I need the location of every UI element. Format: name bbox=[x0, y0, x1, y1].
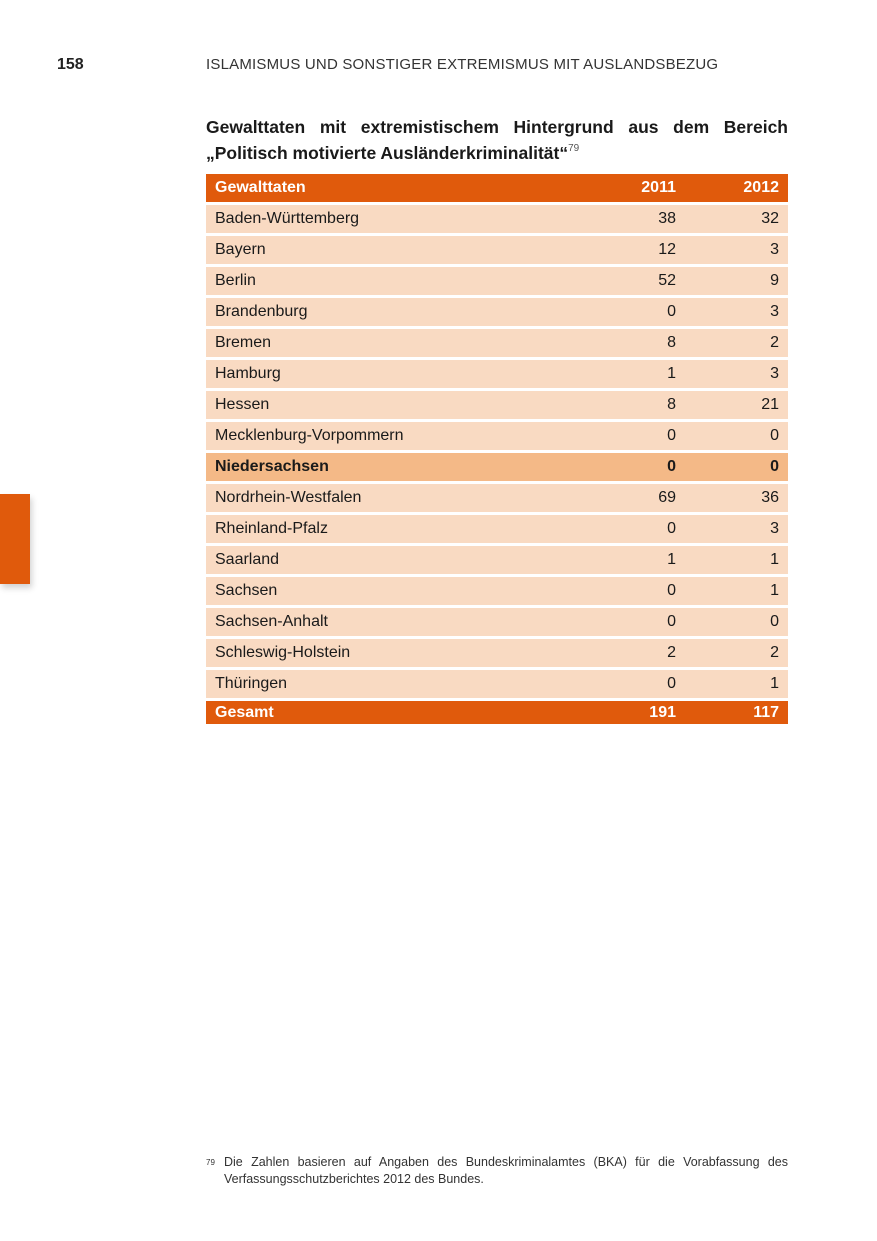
value-2011: 0 bbox=[582, 421, 685, 452]
table-row bbox=[206, 607, 788, 638]
value-2011: 0 bbox=[582, 514, 685, 545]
row-label: Thüringen bbox=[206, 669, 582, 700]
table-row bbox=[206, 266, 788, 297]
value-2012: 0 bbox=[685, 452, 788, 483]
table-row bbox=[206, 390, 788, 421]
total-row bbox=[206, 700, 788, 725]
value-2012: 3 bbox=[685, 359, 788, 390]
row-label: Berlin bbox=[206, 266, 582, 297]
row-label: Hamburg bbox=[206, 359, 582, 390]
row-label: Sachsen-Anhalt bbox=[206, 607, 582, 638]
value-2012: 1 bbox=[685, 576, 788, 607]
row-label: Mecklenburg-Vorpommern bbox=[206, 421, 582, 452]
value-2012: 21 bbox=[685, 390, 788, 421]
table-row bbox=[206, 669, 788, 700]
running-header: ISLAMISMUS UND SONSTIGER EXTREMISMUS MIT AUSLANDSBEZUG bbox=[206, 56, 719, 73]
value-2012: 3 bbox=[685, 514, 788, 545]
row-label: Bremen bbox=[206, 328, 582, 359]
page-number: 158 bbox=[57, 56, 84, 73]
value-2012: 1 bbox=[685, 545, 788, 576]
value-2012: 0 bbox=[685, 421, 788, 452]
value-2012: 3 bbox=[685, 235, 788, 266]
table-row bbox=[206, 297, 788, 328]
table-row bbox=[206, 483, 788, 514]
table-header-row bbox=[206, 174, 788, 204]
row-label: Bayern bbox=[206, 235, 582, 266]
value-2011: 12 bbox=[582, 235, 685, 266]
value-2012: 1 bbox=[685, 669, 788, 700]
table-title-line2: „Politisch motivierte Ausländerkriminalität“ bbox=[206, 143, 569, 163]
table-row bbox=[206, 421, 788, 452]
value-2012: 3 bbox=[685, 297, 788, 328]
table-row bbox=[206, 359, 788, 390]
value-2011: 0 bbox=[582, 452, 685, 483]
value-2011: 8 bbox=[582, 328, 685, 359]
table-row bbox=[206, 235, 788, 266]
total-2011: 191 bbox=[582, 700, 685, 725]
table-row bbox=[206, 545, 788, 576]
value-2012: 36 bbox=[685, 483, 788, 514]
row-label: Brandenburg bbox=[206, 297, 582, 328]
footnote-text: Die Zahlen basieren auf Angaben des Bundeskriminalamtes (BKA) für die Vorabfassung des Verfassungsschutzberichtes 2012 des Bundes. bbox=[224, 1155, 788, 1186]
table-row bbox=[206, 204, 788, 235]
table-title-footnote-ref: 79 bbox=[568, 143, 580, 154]
value-2011: 8 bbox=[582, 390, 685, 421]
row-label: Baden-Württemberg bbox=[206, 204, 582, 235]
value-2011: 0 bbox=[582, 297, 685, 328]
table-row bbox=[206, 638, 788, 669]
row-label: Schleswig-Holstein bbox=[206, 638, 582, 669]
value-2012: 32 bbox=[685, 204, 788, 235]
value-2011: 2 bbox=[582, 638, 685, 669]
column-header-2011: 2011 bbox=[582, 174, 685, 204]
total-label: Gesamt bbox=[206, 700, 582, 725]
row-label: Sachsen bbox=[206, 576, 582, 607]
value-2011: 0 bbox=[582, 576, 685, 607]
total-2012: 117 bbox=[685, 700, 788, 725]
chapter-side-tab bbox=[0, 494, 30, 584]
value-2012: 0 bbox=[685, 607, 788, 638]
table-row bbox=[206, 328, 788, 359]
row-label: Rheinland-Pfalz bbox=[206, 514, 582, 545]
row-label: Nordrhein-Westfalen bbox=[206, 483, 582, 514]
value-2012: 2 bbox=[685, 328, 788, 359]
table-title bbox=[206, 114, 788, 166]
footnote-mark: 79 bbox=[206, 1158, 215, 1167]
row-label: Hessen bbox=[206, 390, 582, 421]
value-2011: 69 bbox=[582, 483, 685, 514]
value-2011: 38 bbox=[582, 204, 685, 235]
value-2011: 0 bbox=[582, 669, 685, 700]
value-2011: 1 bbox=[582, 359, 685, 390]
value-2011: 1 bbox=[582, 545, 685, 576]
column-header-2012: 2012 bbox=[685, 174, 788, 204]
value-2011: 52 bbox=[582, 266, 685, 297]
value-2011: 0 bbox=[582, 607, 685, 638]
data-table bbox=[206, 174, 788, 724]
table-row-highlighted bbox=[206, 452, 788, 483]
table-title-line1: Gewalttaten mit extremistischem Hintergrund aus dem Bereich bbox=[206, 117, 788, 137]
value-2012: 2 bbox=[685, 638, 788, 669]
footnote bbox=[206, 1154, 788, 1188]
value-2012: 9 bbox=[685, 266, 788, 297]
table-row bbox=[206, 514, 788, 545]
row-label: Niedersachsen bbox=[206, 452, 582, 483]
column-header-label: Gewalttaten bbox=[206, 174, 582, 204]
table-row bbox=[206, 576, 788, 607]
row-label: Saarland bbox=[206, 545, 582, 576]
